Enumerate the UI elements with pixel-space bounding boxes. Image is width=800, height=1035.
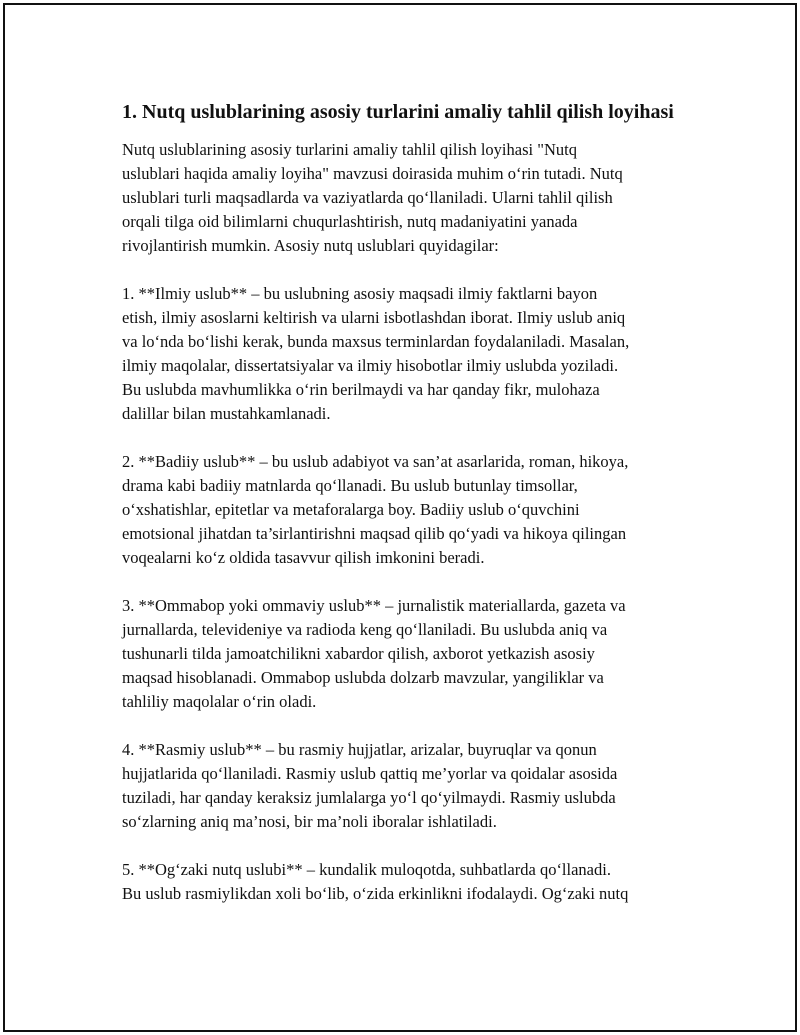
ommabop-uslub-paragraph: 3. **Ommabop yoki ommaviy uslub** – jurnalistik materiallarda, gazeta va jurnallarda, televideniye va radioda keng qo‘llaniladi. Bu uslubda aniq va tushunarli tilda jamoatchilikni xabardor qilish, axborot yetkazish asosiy maqsad hisoblanadi. Ommabop uslubda dolzarb mavzular, yangiliklar va tahliliy maqolalar o‘rin oladi. bbox=[122, 596, 626, 711]
badiiy-uslub-paragraph: 2. **Badiiy uslub** – bu uslub adabiyot va san’at asarlarida, roman, hikoya, drama kabi badiiy matnlarda qo‘llanadi. Bu uslub butunlay timsollar, o‘xshatishlar, epitetlar va metaforalarga boy. Badiiy uslub o‘quvchini emotsional jihatdan ta’sirlantirishni maqsad qilib qo‘yadi va hikoya qilingan voqealarni ko‘z oldida tasavvur qilish imkonini beradi. bbox=[122, 452, 629, 567]
ilmiy-uslub-paragraph: 1. **Ilmiy uslub** – bu uslubning asosiy maqsadi ilmiy faktlarni bayon etish, ilmiy asoslarni keltirish va ularni isbotlashdan iborat. Ilmiy uslub aniq va lo‘nda bo‘lishi kerak, bunda maxsus terminlardan foydalaniladi. Masalan, ilmiy maqolalar, dissertatsiyalar va ilmiy hisobotlar ilmiy uslubda yoziladi. Bu uslubda mavhumlikka o‘rin berilmaydi va har qanday fikr, mulohaza dalillar bilan mustahkamlanadi. bbox=[122, 284, 630, 423]
intro-paragraph: Nutq uslublarining asosiy turlarini amaliy tahlil qilish loyihasi "Nutq uslublari haqida amaliy loyiha" mavzusi doirasida muhim o‘rin tutadi. Nutq uslublari turli maqsadlarda va vaziyatlarda qo‘llaniladi. Ularni tahlil qilish orqali tilga oid bilimlarni chuqurlashtirish, nutq madaniyatini yanada rivojlantirish mumkin. Asosiy nutq uslublari quyidagilar: bbox=[122, 140, 623, 255]
rasmiy-uslub-paragraph: 4. **Rasmiy uslub** – bu rasmiy hujjatlar, arizalar, buyruqlar va qonun hujjatlarida qo‘llaniladi. Rasmiy uslub qattiq me’yorlar va qoidalar asosida tuziladi, har qanday keraksiz jumlalarga yo‘l qo‘yilmaydi. Rasmiy uslubda so‘zlarning aniq ma’nosi, bir ma’noli iboralar ishlatiladi. bbox=[122, 740, 618, 831]
document-body bbox=[122, 98, 697, 930]
document-title: 1. Nutq uslublarining asosiy turlarini amaliy tahlil qilish loyihasi bbox=[122, 101, 674, 123]
ogzaki-uslub-paragraph: 5. **Og‘zaki nutq uslubi** – kundalik muloqotda, suhbatlarda qo‘llanadi. Bu uslub rasmiylikdan xoli bo‘lib, o‘zida erkinlikni ifodalaydi. Og‘zaki nutq bbox=[122, 860, 629, 903]
page-frame bbox=[3, 3, 797, 1032]
